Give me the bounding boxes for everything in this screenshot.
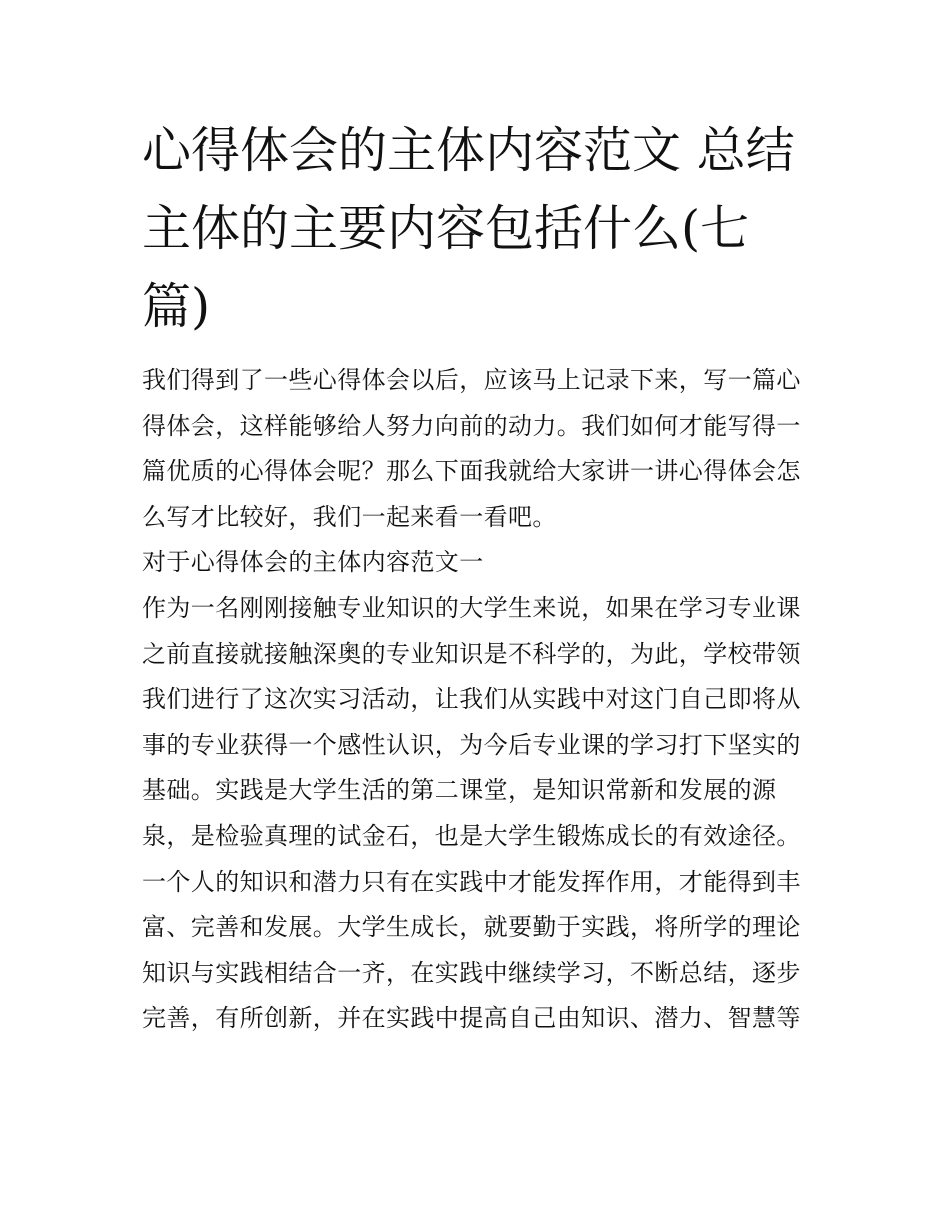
title-line: 主体的主要内容包括什么(七 [142,200,750,257]
body-line: 我们进行了这次实习活动，让我们从实践中对这门自己即将从 [142,685,801,714]
body-line: 事的专业获得一个感性认识，为今后专业课的学习打下坚实的 [142,730,801,759]
document-body [142,358,822,1042]
body-line: 我们得到了一些心得体会以后，应该马上记录下来，写一篇心 [142,366,801,394]
body-line: 么写才比较好，我们一起来看一看吧。 [142,502,557,531]
document-title [142,112,822,346]
body-line: 基础。实践是大学生活的第二课堂，是知识常新和发展的源 [142,776,777,805]
section-heading: 对于心得体会的主体内容范文一 [142,548,484,577]
body-line: 泉，是检验真理的试金石，也是大学生锻炼成长的有效途径。 [142,821,801,850]
body-line: 之前直接就接触深奥的专业知识是不科学的，为此，学校带领 [142,639,801,668]
body-line: 知识与实践相结合一齐，在实践中继续学习，不断总结，逐步 [142,958,801,987]
body-line: 富、完善和发展。大学生成长，就要勤于实践，将所学的理论 [142,913,801,942]
body-line: 得体会，这样能够给人努力向前的动力。我们如何才能写得一 [142,411,801,440]
body-line: 篇优质的心得体会呢？那么下面我就给大家讲一讲心得体会怎 [142,457,801,486]
body-line: 一个人的知识和潜力只有在实践中才能发挥作用，才能得到丰 [142,867,801,896]
title-line: 篇) [142,278,211,335]
body-line: 作为一名刚刚接触专业知识的大学生来说，如果在学习专业课 [142,593,801,622]
body-line: 完善，有所创新，并在实践中提高自己由知识、潜力、智慧等 [142,1004,801,1033]
title-line: 心得体会的主体内容范文 总结 [142,122,795,179]
